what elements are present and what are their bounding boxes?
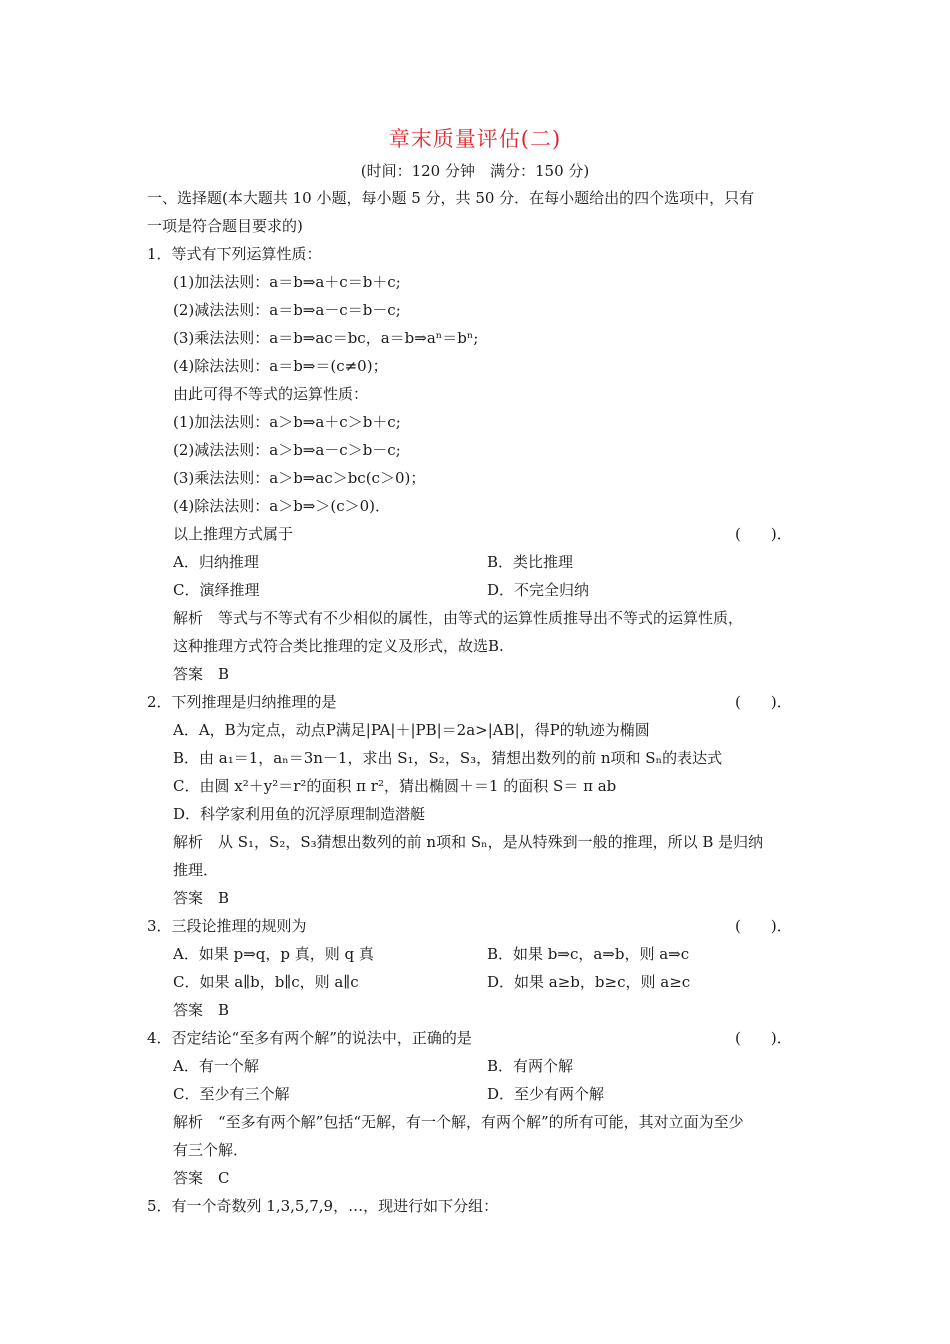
q2-analysis-line1: 解析 从 S₁，S₂，S₃猜想出数列的前 n项和 Sₙ，是从特殊到一般的推理，所以 B 是归纳 <box>173 833 764 851</box>
q4-option-c: C．至少有三个解 <box>173 1085 290 1103</box>
q1-rule-2: (2)减法法则：a＝b⇒a－c＝b－c; <box>173 301 401 319</box>
section-heading-line2: 一项是符合题目要求的) <box>147 217 303 235</box>
q3-option-b: B．如果 b⇒c，a⇒b，则 a⇒c <box>487 945 690 963</box>
q5-stem: 5．有一个奇数列 1,3,5,7,9，…，现进行如下分组： <box>147 1197 499 1215</box>
q1-analysis-line1: 解析 等式与不等式有不少相似的属性，由等式的运算性质推导出不等式的运算性质， <box>173 609 744 627</box>
q4-option-d: D．至少有两个解 <box>487 1085 605 1103</box>
q4-analysis-line2: 有三个解． <box>173 1141 249 1159</box>
q3-answer-blank: ( )． <box>735 917 792 935</box>
q3-option-a: A．如果 p⇒q，p 真，则 q 真 <box>173 945 374 963</box>
q2-answer-blank: ( )． <box>735 693 792 711</box>
q3-option-d: D．如果 a≥b，b≥c，则 a≥c <box>487 973 691 991</box>
q4-option-b: B．有两个解 <box>487 1057 574 1075</box>
exam-info: (时间：120 分钟 满分：150 分) <box>360 162 590 180</box>
q1-rule-8: (4)除法法则：a＞b⇒＞(c＞0)． <box>173 497 391 515</box>
q4-analysis-line1: 解析 “至多有两个解”包括“无解，有一个解，有两个解”的所有可能，其对立面为至少 <box>173 1113 744 1131</box>
q1-option-d: D．不完全归纳 <box>487 581 590 599</box>
q3-stem: 3．三段论推理的规则为 <box>147 917 307 935</box>
q1-ask: 以上推理方式属于 <box>173 525 294 543</box>
q1-rule-3: (3)乘法法则：a＝b⇒ac＝bc，a＝b⇒aⁿ＝bⁿ; <box>173 329 479 347</box>
q1-option-b: B．类比推理 <box>487 553 574 571</box>
q2-answer: 答案 B <box>173 889 230 907</box>
q2-analysis-line2: 推理． <box>173 861 219 879</box>
q1-option-a: A．归纳推理 <box>173 553 259 571</box>
q4-option-a: A．有一个解 <box>173 1057 259 1075</box>
q2-option-c: C．由圆 x²＋y²＝r²的面积 π r²，猜出椭圆＋＝1 的面积 S＝ π ab <box>173 777 617 795</box>
q3-answer: 答案 B <box>173 1001 230 1019</box>
q1-mid-text: 由此可得不等式的运算性质： <box>173 385 369 403</box>
q2-option-a: A．A，B为定点，动点P满足|PA|＋|PB|＝2a>|AB|，得P的轨迹为椭圆 <box>173 721 650 739</box>
q4-answer-blank: ( )． <box>735 1029 792 1047</box>
q2-option-d: D．科学家利用鱼的沉浮原理制造潜艇 <box>173 805 426 823</box>
page-title: 章末质量评估(二) <box>388 127 562 151</box>
q2-stem: 2．下列推理是归纳推理的是 <box>147 693 337 711</box>
q3-option-c: C．如果 a∥b，b∥c，则 a∥c <box>173 973 359 991</box>
q1-rule-1: (1)加法法则：a＝b⇒a＋c＝b＋c; <box>173 273 401 291</box>
section-heading-line1: 一、选择题(本大题共 10 小题，每小题 5 分，共 50 分．在每小题给出的四个选项中，只有 <box>147 189 755 207</box>
q1-rule-4: (4)除法法则：a＝b⇒＝(c≠0)； <box>173 357 388 375</box>
q1-rule-5: (1)加法法则：a＞b⇒a＋c＞b＋c; <box>173 413 401 431</box>
q1-option-c: C．演绎推理 <box>173 581 260 599</box>
q2-option-b: B．由 a₁＝1，aₙ＝3n－1，求出 S₁，S₂，S₃，猜想出数列的前 n项和 Sₙ的表达式 <box>173 749 723 767</box>
q4-stem: 4．否定结论“至多有两个解”的说法中，正确的是 <box>147 1029 472 1047</box>
q1-analysis-line2: 这种推理方式符合类比推理的定义及形式，故选B. <box>173 637 504 655</box>
q1-answer-blank: ( )． <box>735 525 792 543</box>
q1-rule-6: (2)减法法则：a＞b⇒a－c＞b－c; <box>173 441 401 459</box>
q1-stem: 1．等式有下列运算性质： <box>147 245 322 263</box>
q4-answer: 答案 C <box>173 1169 230 1187</box>
q1-answer: 答案 B <box>173 665 230 683</box>
q1-rule-7: (3)乘法法则：a＞b⇒ac＞bc(c＞0)； <box>173 469 426 487</box>
